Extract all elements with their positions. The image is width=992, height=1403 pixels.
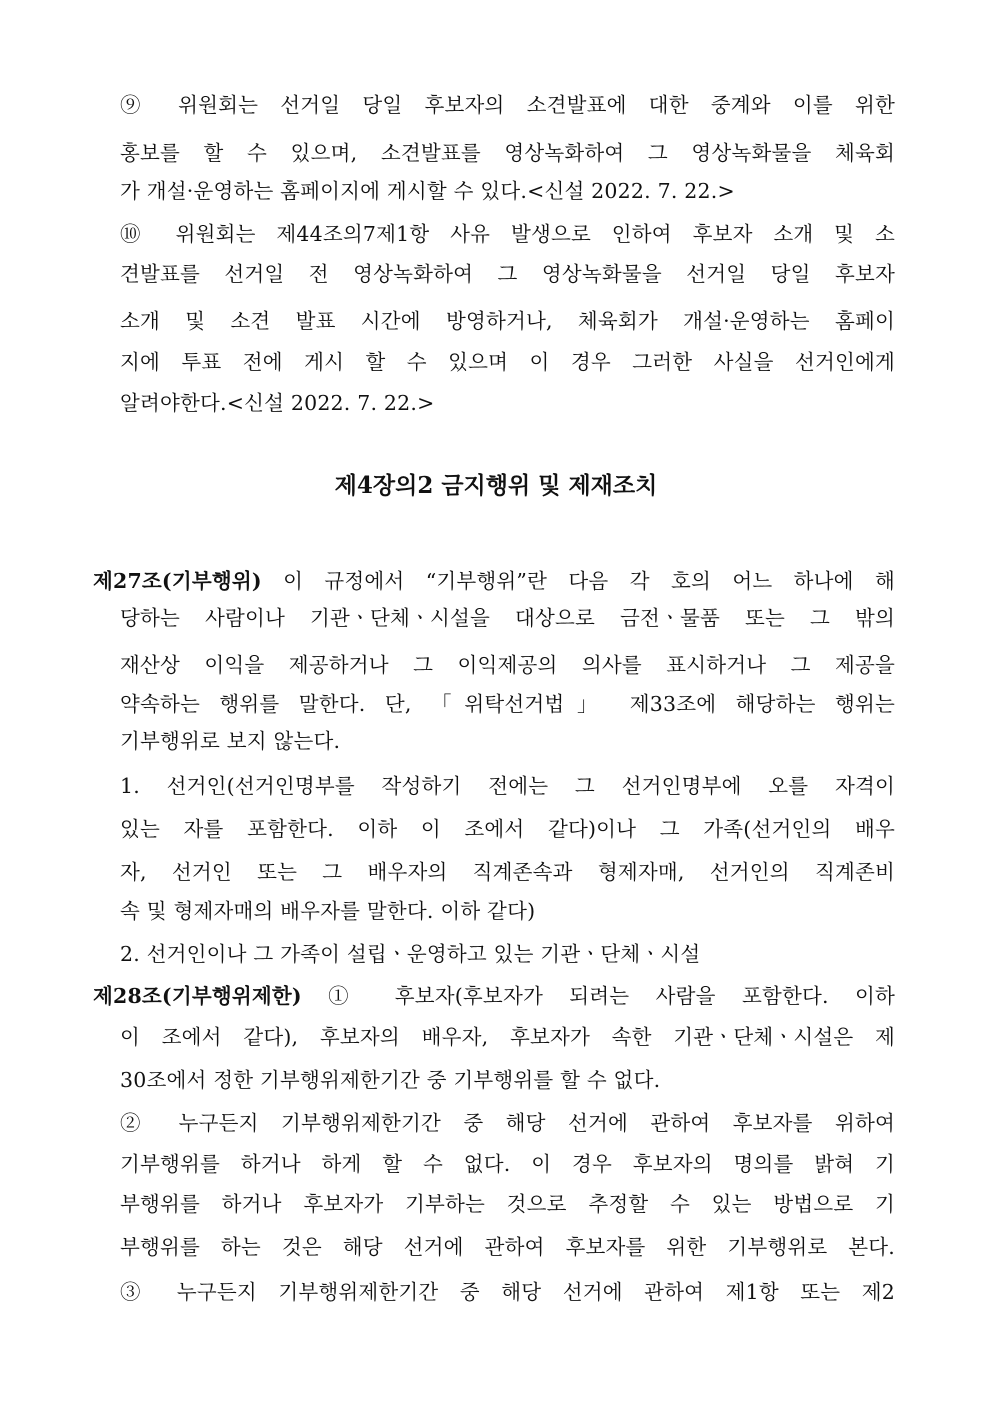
- para10-line-3: 소개 및 소견 발표 시간에 방영하거나, 체육회가 개설·운영하는 홈페이: [120, 309, 895, 333]
- art28-title: 제28조(기부행위제한): [93, 984, 302, 1008]
- art27-first-rest: 이 규정에서 “기부행위”란 다음 각 호의 어느 하나에 해: [261, 569, 895, 593]
- art28-para2-line-1: ② 누구든지 기부행위제한기간 중 해당 선거에 관하여 후보자를 위하여: [120, 1111, 895, 1135]
- para10-line-4: 지에 투표 전에 게시 할 수 있으며 이 경우 그러한 사실을 선거인에게: [120, 350, 895, 374]
- para9-line-1: ⑨ 위원회는 선거일 당일 후보자의 소견발표에 대한 중계와 이를 위한: [120, 93, 895, 117]
- art27-item1-line-4: 속 및 형제자매의 배우자를 말한다. 이하 같다): [120, 899, 536, 923]
- art27-item1-line-2: 있는 자를 포함한다. 이하 이 조에서 같다)이나 그 가족(선거인의 배우: [120, 817, 895, 841]
- art27-line-1: [93, 566, 895, 596]
- para10-line-2: 견발표를 선거일 전 영상녹화하여 그 영상녹화물을 선거일 당일 후보자: [120, 262, 895, 286]
- art28-line-1: [93, 981, 895, 1011]
- art28-para3-line-1: ③ 누구든지 기부행위제한기간 중 해당 선거에 관하여 제1항 또는 제2: [120, 1280, 895, 1304]
- art28-line-2: 이 조에서 같다), 후보자의 배우자, 후보자가 속한 기관ㆍ단체ㆍ시설은 제: [120, 1025, 895, 1049]
- art28-first-rest: ① 후보자(후보자가 되려는 사람을 포함한다. 이하: [301, 984, 895, 1008]
- para10-line-5: 알려야한다.<신설 2022. 7. 22.>: [120, 391, 435, 415]
- art27-item2: 2. 선거인이나 그 가족이 설립ㆍ운영하고 있는 기관ㆍ단체ㆍ시설: [120, 942, 701, 966]
- art28-line-3: 30조에서 정한 기부행위제한기간 중 기부행위를 할 수 없다.: [120, 1068, 661, 1092]
- art28-para2-line-3: 부행위를 하거나 후보자가 기부하는 것으로 추정할 수 있는 방법으로 기: [120, 1192, 895, 1216]
- art27-item1-line-3: 자, 선거인 또는 그 배우자의 직계존속과 형제자매, 선거인의 직계존비: [120, 860, 895, 884]
- art27-line-5: 기부행위로 보지 않는다.: [120, 729, 341, 753]
- art28-para2-line-2: 기부행위를 하거나 하게 할 수 없다. 이 경우 후보자의 명의를 밝혀 기: [120, 1152, 895, 1176]
- art28-para2-line-4: 부행위를 하는 것은 해당 선거에 관하여 후보자를 위한 기부행위로 본다.: [120, 1235, 895, 1259]
- art27-line-4: 약속하는 행위를 말한다. 단, 「위탁선거법」 제33조에 해당하는 행위는: [120, 692, 895, 716]
- art27-title: 제27조(기부행위): [93, 569, 262, 593]
- chapter-heading: 제4장의2 금지행위 및 제재조치: [334, 472, 658, 499]
- art27-line-2: 당하는 사람이나 기관ㆍ단체ㆍ시설을 대상으로 금전ㆍ물품 또는 그 밖의: [120, 606, 895, 630]
- art27-line-3: 재산상 이익을 제공하거나 그 이익제공의 의사를 표시하거나 그 제공을: [120, 653, 895, 677]
- para9-line-2: 홍보를 할 수 있으며, 소견발표를 영상녹화하여 그 영상녹화물을 체육회: [120, 141, 895, 165]
- para10-line-1: ⑩ 위원회는 제44조의7제1항 사유 발생으로 인하여 후보자 소개 및 소: [120, 222, 895, 246]
- art27-item1-line-1: 1. 선거인(선거인명부를 작성하기 전에는 그 선거인명부에 오를 자격이: [120, 774, 895, 798]
- para9-line-3: 가 개설·운영하는 홈페이지에 게시할 수 있다.<신설 2022. 7. 22.>: [120, 179, 735, 203]
